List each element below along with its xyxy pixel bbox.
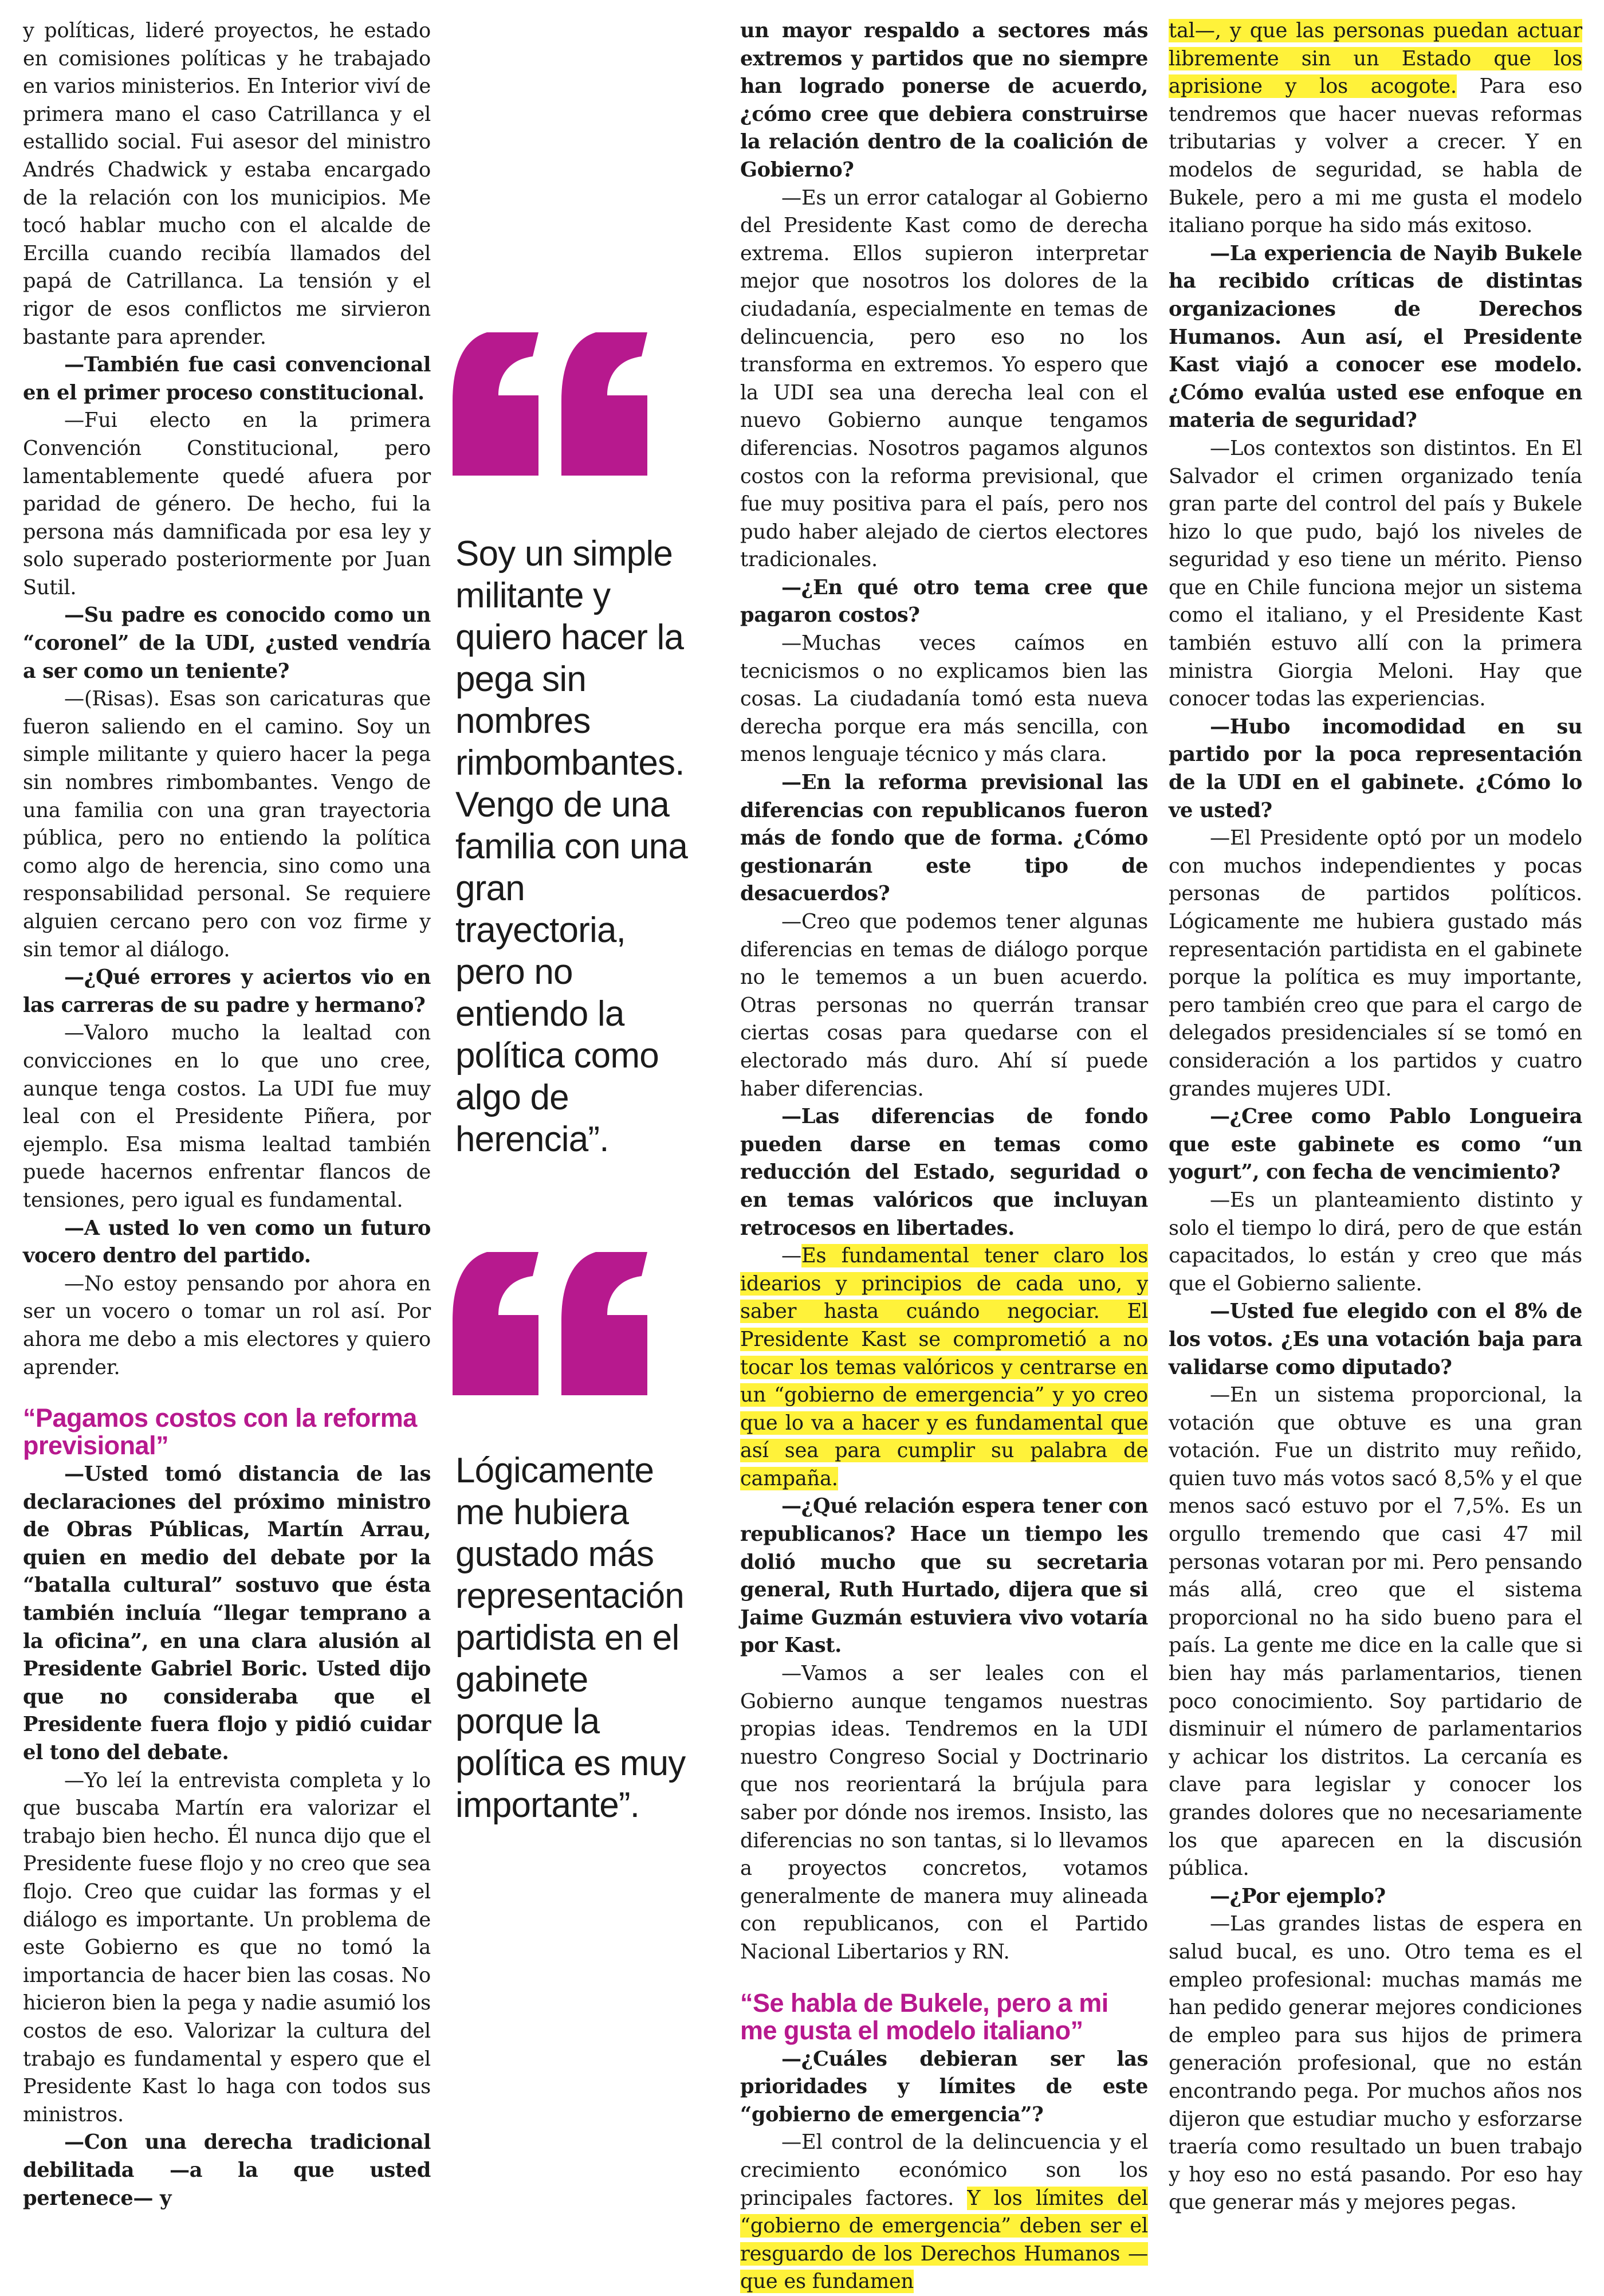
interview-answer: —(Risas). Esas son caricaturas que fueron saliendo en el camino. Soy un simple militante y quiero hacer la pega sin nombres rimbombantes. Vengo de una familia con una gran trayectoria pública, pero no entiendo la política como algo de herencia, sino como una responsabilidad personal. Se requiere alguien cercano pero con voz firme y sin temor al diálogo.: [23, 687, 431, 961]
pull-quote-line: algo de: [455, 1078, 569, 1117]
interview-answer: [740, 1242, 1148, 1493]
pull-quote-line: partidista en el: [455, 1618, 679, 1658]
interview-answer: —En un sistema proporcional, la votación que obtuve es una gran votación. Fue un distrito muy reñido, quien tuvo más votos sacó 8,5% y el que menos sacó estuvo por el 7,5%. Es un orgullo tremendo que casi 47 mil personas votaran por mi. Pero pensando más allá, creo que el sistema proporcional no ha sido bueno para el país. La gente me dice en la calle que si bien hay más parlamentarios, tienen poco conocimiento. Soy partidario de disminuir el número de parlamentarios y achicar los distritos. La cercanía es clave para legislar y conocer los grandes dolores que no necesariamente los que aparecen en la discusión pública.: [1169, 1383, 1582, 1881]
interview-question: —¿Qué errores y aciertos vio en las carreras de su padre y hermano?: [23, 966, 431, 1017]
answer-text: —El control de la delincuencia y el crecimiento económico son los principales factores.: [740, 2130, 1148, 2210]
interview-answer: —Es un planteamiento distinto y solo el tiempo lo dirá, pero de que están capacitados, lo están y creo que más que el Gobierno saliente.: [1169, 1188, 1582, 1296]
interview-question: —¿Qué relación espera tener con republicanos? Hace un tiempo les dolió mucho que su secretaria general, Ruth Hurtado, dijera que si Jaime Guzmán estuviera vivo votaría por Kast.: [740, 1494, 1148, 1658]
highlighted-text: tal—, y que las personas puedan actuar libremente sin un Estado que los aprisione y los acogote.: [1169, 19, 1582, 99]
interview-question: —Hubo incomodidad en su partido por la poca representación de la UDI en el gabinete. ¿Cómo lo ve usted?: [1169, 715, 1582, 822]
pull-quote-line: nombres: [455, 701, 591, 741]
pull-quote-line: entiendo la: [455, 994, 624, 1034]
pull-quote-line: gran: [455, 869, 525, 908]
section-subheading: “Se habla de Bukele, pero a mi me gusta el modelo italiano”: [740, 1988, 1108, 2045]
interview-answer: —Muchas veces caímos en tecnicismos o no explicamos bien las cosas. La ciudadanía tomó esta nueva derecha porque era más sencilla, con menos lenguaje técnico y más clara.: [740, 631, 1148, 767]
pull-quote-line: gustado más: [455, 1534, 654, 1574]
quote-mark-icon: [453, 1252, 647, 1395]
section-subheading: “Pagamos costos con la reforma previsional”: [23, 1403, 417, 1461]
interview-question: —También fue casi convencional en el primer proceso constitucional.: [23, 353, 431, 405]
interview-answer: —Fui electo en la primera Convención Constitucional, pero lamentablemente quedé afuera por paridad de género. De hecho, fui la persona más damnificada por esa ley y solo superado posteriormente por Juan Sutil.: [23, 409, 431, 599]
pull-quote-line: Soy un simple: [455, 534, 673, 574]
pull-quote-line: gabinete: [455, 1660, 588, 1700]
pull-quote-line: pero no: [455, 952, 573, 992]
pull-quote-line: me hubiera: [455, 1493, 629, 1532]
interview-answer: —Es un error catalogar al Gobierno del Presidente Kast como de derecha extrema. Ellos supieron interpretar mejor que nosotros los dolores de la ciudadanía, especialmente en temas de delincuencia, pero eso no los transforma en extremos. Yo espero que la UDI sea una derecha leal con el nuevo Gobierno aunque tengamos diferencias. Nosotros pagamos algunos costos con la reforma previsional, que fue muy positiva para el país, pero nos pudo haber alejado de ciertos electores tradicionales.: [740, 186, 1148, 572]
interview-question: —Su padre es conocido como un “coronel” de la UDI, ¿usted vendría a ser como un teniente?: [23, 603, 431, 683]
pull-quote-line: militante y: [455, 576, 611, 615]
article-column-1: [23, 17, 431, 2212]
pull-quote-line: porque la: [455, 1702, 600, 1741]
interview-question: —Las diferencias de fondo pueden darse en temas como reducción del Estado, seguridad o en temas valóricos que incluyan retrocesos en libertades.: [740, 1105, 1148, 1240]
interview-answer: [1169, 17, 1582, 240]
answer-dash: —: [781, 1244, 801, 1268]
highlighted-text: Y los límites del “gobierno de emergencia” deben ser el resguardo de los Derechos Humanos —que es fundamen: [740, 2186, 1148, 2294]
interview-question: —¿Cree como Pablo Longueira que este gabinete es como “un yogurt”, con fecha de vencimiento?: [1169, 1105, 1582, 1184]
interview-question: —Usted fue elegido con el 8% de los votos. ¿Es una votación baja para validarse como diputado?: [1169, 1300, 1582, 1379]
interview-question: —La experiencia de Nayib Bukele ha recibido críticas de distintas organizaciones de Derechos Humanos. Aun así, el Presidente Kast viajó a conocer ese modelo. ¿Cómo evalúa usted ese enfoque en materia de seguridad?: [1169, 241, 1582, 433]
interview-answer: —Los contextos son distintos. En El Salvador el crimen organizado tenía gran parte del control del país y Bukele hizo lo que pudo, bajó los niveles de seguridad y eso tiene un mérito. Pienso que en Chile funciona mejor un sistema como el italiano, y el Presidente Kast también estuvo allí con la primera ministra Giorgia Meloni. Hay que conocer todas las experiencias.: [1169, 436, 1582, 711]
interview-answer: —Valoro mucho la lealtad con convicciones en lo que uno cree, aunque tenga costos. La UDI fue muy leal con el Presidente Piñera, por ejemplo. Esa misma lealtad también puede hacernos enfrentar flancos de tensiones, pero igual es fundamental.: [23, 1021, 431, 1212]
interview-answer: —Las grandes listas de espera en salud bucal, es uno. Otro tema es el empleo profesional: muchas mamás me han pedido generar mejores condiciones de empleo para sus hijos de primera generación profesional, que no están encontrando pega. Por muchos años nos dijeron que estudiar mucho y esforzarse traería como resultado un buen trabajo y hoy eso no está pasando. Por eso hay que generar más y mejores pegas.: [1169, 1912, 1582, 2215]
article-column-3: [740, 17, 1148, 2296]
interview-question: —En la reforma previsional las diferencias con republicanos fueron más de fondo que de forma. ¿Cómo gestionarán este tipo de desacuerdos?: [740, 771, 1148, 906]
pull-quote-line: rimbombantes.: [455, 743, 685, 783]
interview-question: —¿En qué otro tema cree que pagaron costos?: [740, 575, 1148, 627]
pull-quote-line: política como: [455, 1036, 659, 1076]
interview-answer: —No estoy pensando por ahora en ser un vocero o tomar un rol así. Por ahora me debo a mis electores y quiero aprender.: [23, 1271, 431, 1379]
highlighted-text: Es fundamental tener claro los idearios y principios de cada uno, y saber hasta cuándo negociar. El Presidente Kast se comprometió a no tocar los temas valóricos y centrarse en un “gobierno de emergencia” y yo creo que lo va a hacer y es fundamental que así sea para cumplir su palabra de campaña.: [740, 1244, 1148, 1490]
paragraph: y políticas, lideré proyectos, he estado en comisiones políticas y he trabajado en varios ministerios. En Interior viví de primera mano el caso Catrillanca y el estallido social. Fui asesor del ministro Andrés Chadwick y estaba encargado de la relación con los municipios. Me tocó hablar mucho con el alcalde de Ercilla cuando recibía llamados del papá de Catrillanca. La tensión y el rigor de esos conflictos me sirvieron bastante para aprender.: [23, 19, 431, 349]
article-column-4: [1169, 17, 1582, 2217]
interview-answer: —Vamos a ser leales con el Gobierno aunque tengamos nuestras propias ideas. Tendremos en la UDI nuestro Congreso Social y Doctrinario que nos reorientará la brújula para saber por dónde nos iremos. Insisto, las diferencias no son tantas, si lo llevamos a proyectos concretos, votamos generalmente de manera muy alineada con republicanos, con el Partido Nacional Libertarios y RN.: [740, 1662, 1148, 1964]
interview-answer: —El Presidente optó por un modelo con muchos independientes y pocas personas de partidos políticos. Lógicamente me hubiera gustado más representación partidista en el gabinete porque la política es muy importante, pero también creo que para el cargo de delegados presidenciales sí se tomó en consideración a los partidos y cuatro grandes mujeres UDI.: [1169, 826, 1582, 1101]
interview-answer: —Yo leí la entrevista completa y lo que buscaba Martín era valorizar el trabajo bien hecho. Él nunca dijo que el Presidente fuese flojo y no creo que sea flojo. Creo que cuidar las formas y el diálogo es importante. Un problema de este Gobierno es que no tomó la importancia de hacer bien las cosas. No hicieron bien la pega y nadie asumió los costos de eso. Valorizar la cultura del trabajo es fundamental y espero que el Presidente Kast lo haga con todos sus ministros.: [23, 1768, 431, 2126]
pull-quote-line: trayectoria,: [455, 910, 626, 950]
pull-quote-line: pega sin: [455, 660, 587, 699]
pull-quote-line: política es muy: [455, 1744, 686, 1783]
pull-quote-line: herencia”.: [455, 1120, 609, 1159]
pull-quote-line: representación: [455, 1576, 684, 1616]
interview-answer: —Creo que podemos tener algunas diferencias en temas de diálogo porque no le tememos a un buen acuerdo. Otras personas no querrán transar ciertas cosas para quedarse con el electorado más duro. Ahí sí puede haber diferencias.: [740, 910, 1148, 1101]
pull-quote-line: importante”.: [455, 1785, 640, 1825]
quote-mark-icon: [453, 332, 647, 476]
pull-quote-1: [455, 533, 725, 1160]
pull-quote-line: familia con una: [455, 827, 688, 866]
interview-question: un mayor respaldo a sectores más extremos y partidos que no siempre han logrado ponerse de acuerdo, ¿cómo cree que debiera construirse la relación dentro de la coalición de Gobierno?: [740, 19, 1148, 182]
interview-answer: [740, 2129, 1148, 2296]
interview-question: —Con una derecha tradicional debilitada —a la que usted pertenece— y: [23, 2130, 431, 2210]
answer-text: Para eso tendremos que hacer nuevas reformas tributarias y volver a crecer. Y en modelos de seguridad, se habla de Bukele, pero a mi me gusta el modelo italiano porque ha sido más exitoso.: [1169, 74, 1582, 238]
pull-quote-line: Lógicamente: [455, 1451, 654, 1490]
pull-quote-line: Vengo de una: [455, 785, 670, 825]
interview-question: —Usted tomó distancia de las declaraciones del próximo ministro de Obras Públicas, Martín Arrau, quien en medio del debate por la “batalla cultural” sostuvo que ésta también incluía “llegar temprano a la oficina”, en una clara alusión al Presidente Gabriel Boric. Usted dijo que no consideraba que el Presidente fuera flojo y pidió cuidar el tono del debate.: [23, 1462, 431, 1765]
pull-quote-2: [455, 1450, 725, 1826]
interview-question: —¿Por ejemplo?: [1210, 1884, 1386, 1908]
pull-quote-line: quiero hacer la: [455, 618, 684, 657]
interview-question: —A usted lo ven como un futuro vocero dentro del partido.: [23, 1216, 431, 1268]
interview-question: —¿Cuáles debieran ser las prioridades y límites de este “gobierno de emergencia”?: [740, 2047, 1148, 2126]
